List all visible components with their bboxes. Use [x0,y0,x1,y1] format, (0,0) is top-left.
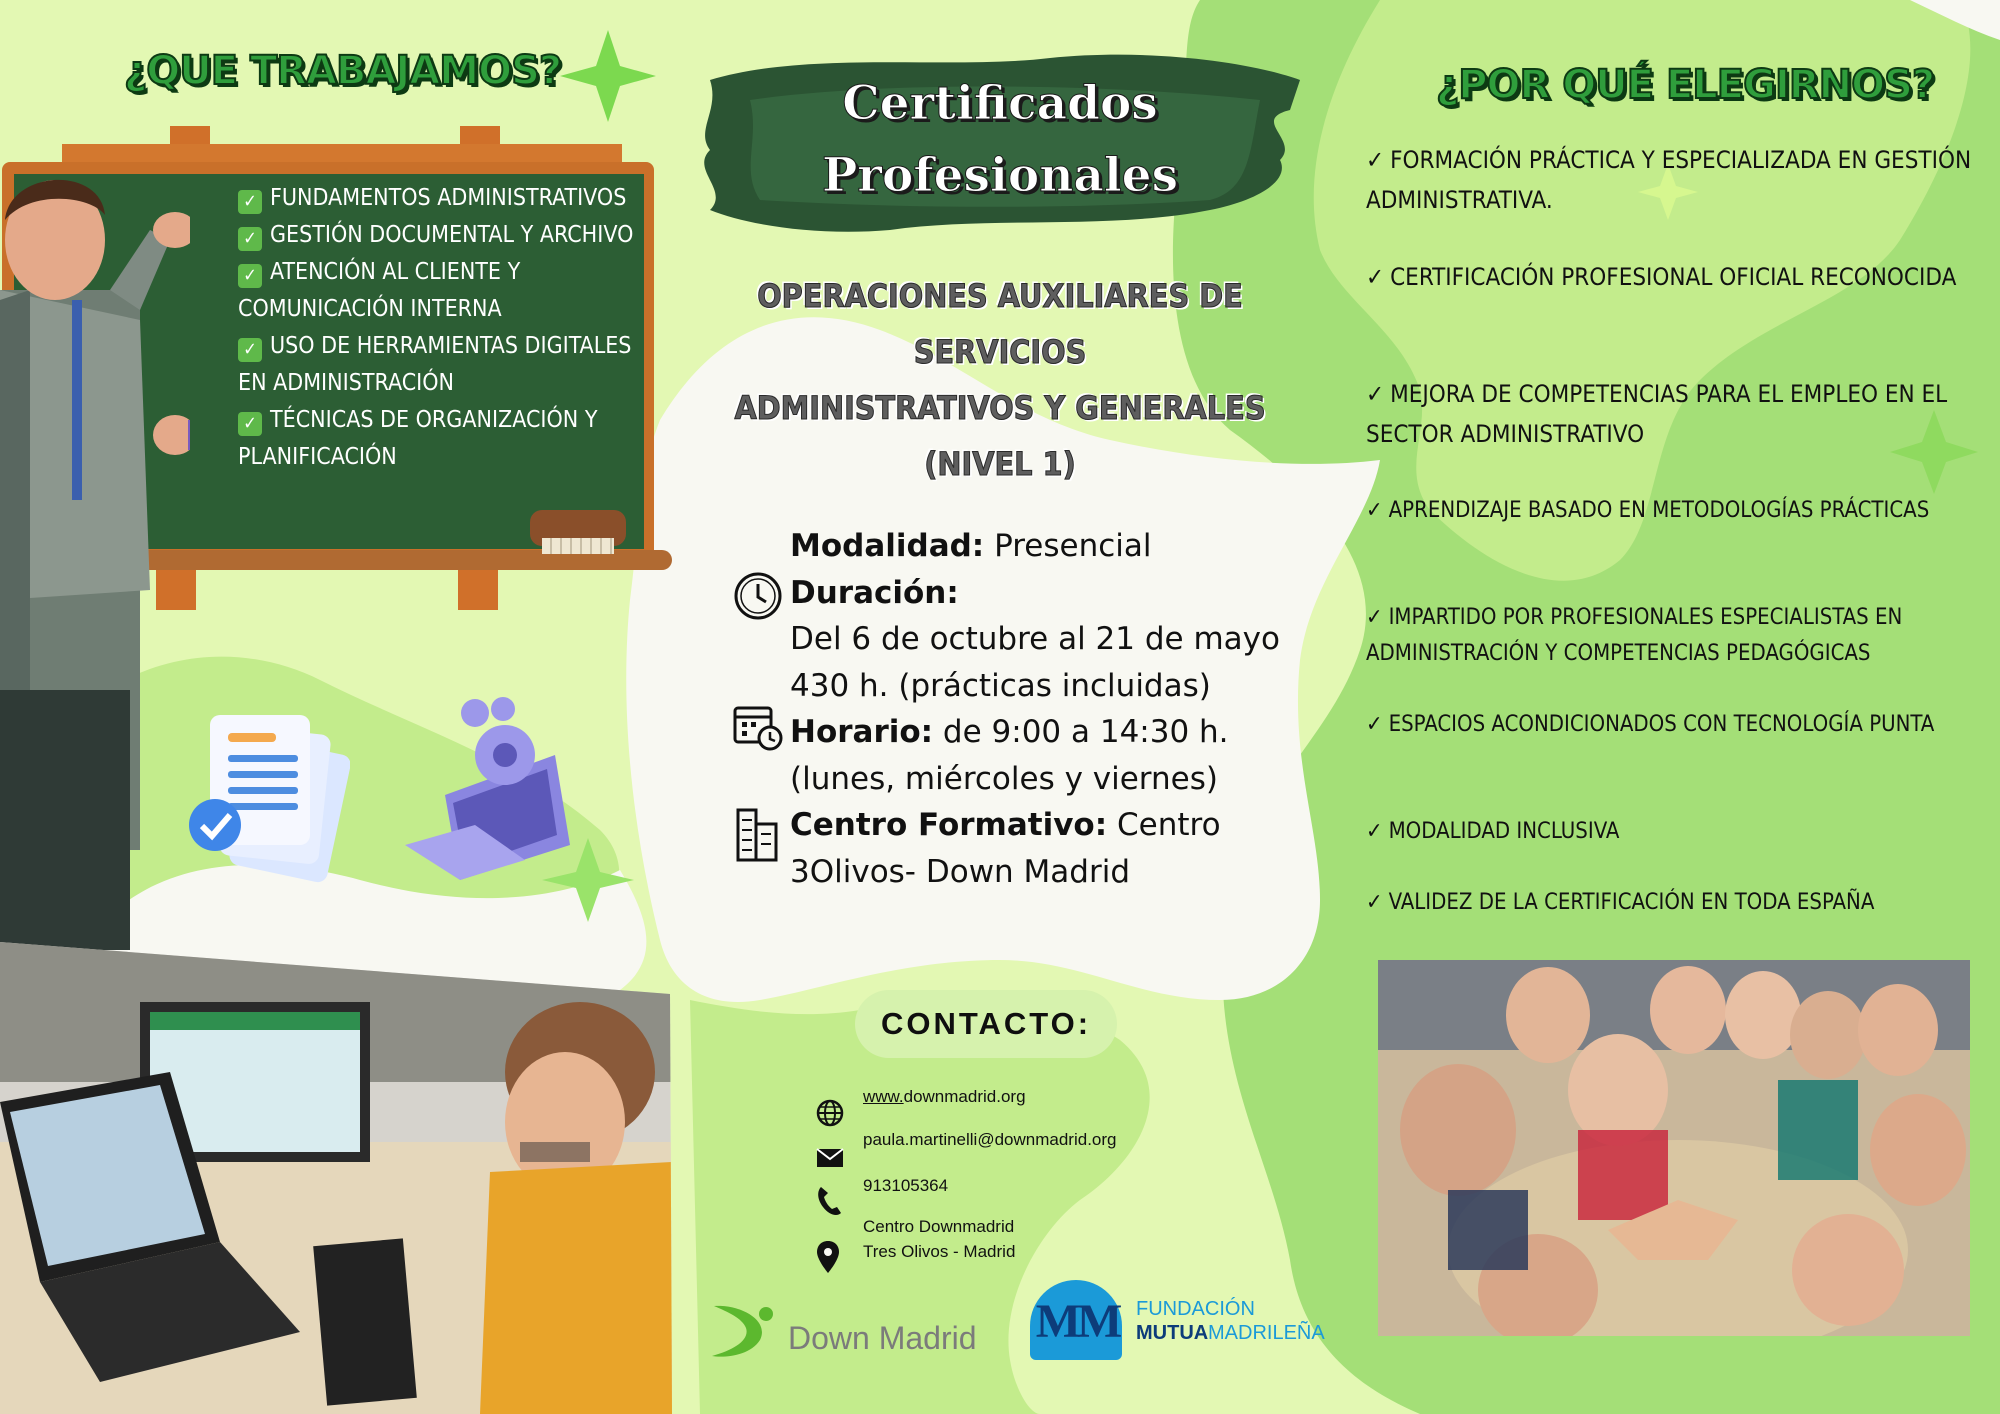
checkbox-icon: ✓ [238,412,262,436]
horario-days: (lunes, miércoles y viernes) [790,760,1218,797]
checkmark-icon: ✓ [1366,263,1385,291]
checkmark-icon: ✓ [1366,146,1385,174]
laptop-settings-icon [405,695,575,880]
calendar-icon [732,700,784,752]
reason-item: ✓ ESPACIOS ACONDICIONADOS CON TECNOLOGÍA PUNTA [1366,712,1935,737]
checkbox-icon: ✓ [238,227,262,251]
board-eraser [530,510,626,546]
left-section-title: ¿QUE TRABAJAMOS? [124,48,562,94]
topics-list [238,180,638,476]
checkbox-icon: ✓ [238,190,262,214]
fundacion-mutua-madrilena-logo: MM FUNDACIÓN MUTUA MADRILEÑA [1030,1280,1320,1360]
checkmark-icon: ✓ [1366,605,1383,630]
globe-icon [815,1098,845,1128]
reason-item: ✓ CERTIFICACIÓN PROFESIONAL OFICIAL RECONOCIDA [1366,263,1957,291]
checkmark-icon: ✓ [1366,380,1385,408]
reason-item: ✓ FORMACIÓN PRÁCTICA Y ESPECIALIZADA EN GESTIÓN ADMINISTRATIVA. [1366,146,1972,214]
checkbox-icon: ✓ [238,264,262,288]
reason-item: ✓ APRENDIZAJE BASADO EN METODOLOGÍAS PRÁCTICAS [1366,498,1930,523]
building-icon [734,806,780,862]
reason-item: ✓ IMPARTIDO POR PROFESIONALES ESPECIALISTAS EN ADMINISTRACIÓN Y COMPETENCIAS PEDAGÓGICAS [1366,605,1903,666]
location-pin-icon [815,1240,841,1274]
title-banner [690,40,1310,250]
duracion-line: Duración: [790,574,959,611]
down-madrid-logo: Down Madrid [710,1290,980,1370]
horario-line: Horario: de 9:00 a 14:30 h. [790,714,1229,750]
page-title: Certificados Profesionales [821,76,1179,203]
email-link[interactable]: paula.martinelli@downmadrid.org [863,1130,1117,1149]
phone-number: 913105364 [863,1176,949,1195]
website-link[interactable]: www.downmadrid.org [863,1087,1026,1106]
checkmark-icon: ✓ [1366,890,1383,915]
centro-line: Centro Formativo: Centro 3Olivos- Down Madrid [790,807,1221,890]
course-details [790,523,1290,895]
topic-item: ✓ FUNDAMENTOS ADMINISTRATIVOS [238,180,638,217]
right-section-title: ¿POR QUÉ ELEGIRNOS? [1436,62,1935,108]
checkbox-icon: ✓ [238,338,262,362]
reason-item: ✓ MEJORA DE COMPETENCIAS PARA EL EMPLEO EN EL SECTOR ADMINISTRATIVO [1366,380,1948,448]
group-hands-photo [1378,960,1970,1336]
topic-item: ✓ ATENCIÓN AL CLIENTE Y COMUNICACIÓN INTERNA [238,259,521,322]
topic-item: ✓ USO DE HERRAMIENTAS DIGITALES EN ADMINISTRACIÓN [238,333,632,396]
address-line-1: Centro Downmadrid [863,1217,1015,1236]
reason-item: ✓ VALIDEZ DE LA CERTIFICACIÓN EN TODA ESPAÑA [1366,890,1875,915]
modalidad-line: Modalidad: Presencial [790,528,1152,564]
address-line-2: Tres Olivos - Madrid [863,1242,1016,1261]
down-madrid-swoosh-icon [710,1300,778,1360]
email-icon [815,1147,845,1169]
student-computer-photo [0,942,672,1414]
topic-item: ✓ TÉCNICAS DE ORGANIZACIÓN Y PLANIFICACIÓN [238,407,598,470]
topic-item: ✓ GESTIÓN DOCUMENTAL Y ARCHIVO [238,217,638,254]
contact-heading: CONTACTO: [855,990,1117,1058]
reason-item: ✓ MODALIDAD INCLUSIVA [1366,819,1620,844]
checkmark-icon: ✓ [1366,712,1383,737]
documents-check-icon [180,705,350,885]
duracion-hours: 430 h. (prácticas incluidas) [790,667,1211,704]
teacher-photo [0,170,190,950]
duracion-dates: Del 6 de octubre al 21 de mayo [790,621,1280,657]
checkmark-icon: ✓ [1366,498,1383,523]
course-title: OPERACIONES AUXILIARES DE SERVICIOS ADMINISTRATIVOS Y GENERALES (NIVEL 1) [734,277,1266,483]
board-leg-bottom-right [458,565,498,610]
phone-icon [815,1185,843,1217]
checkmark-icon: ✓ [1366,819,1383,844]
clock-icon [732,570,784,622]
